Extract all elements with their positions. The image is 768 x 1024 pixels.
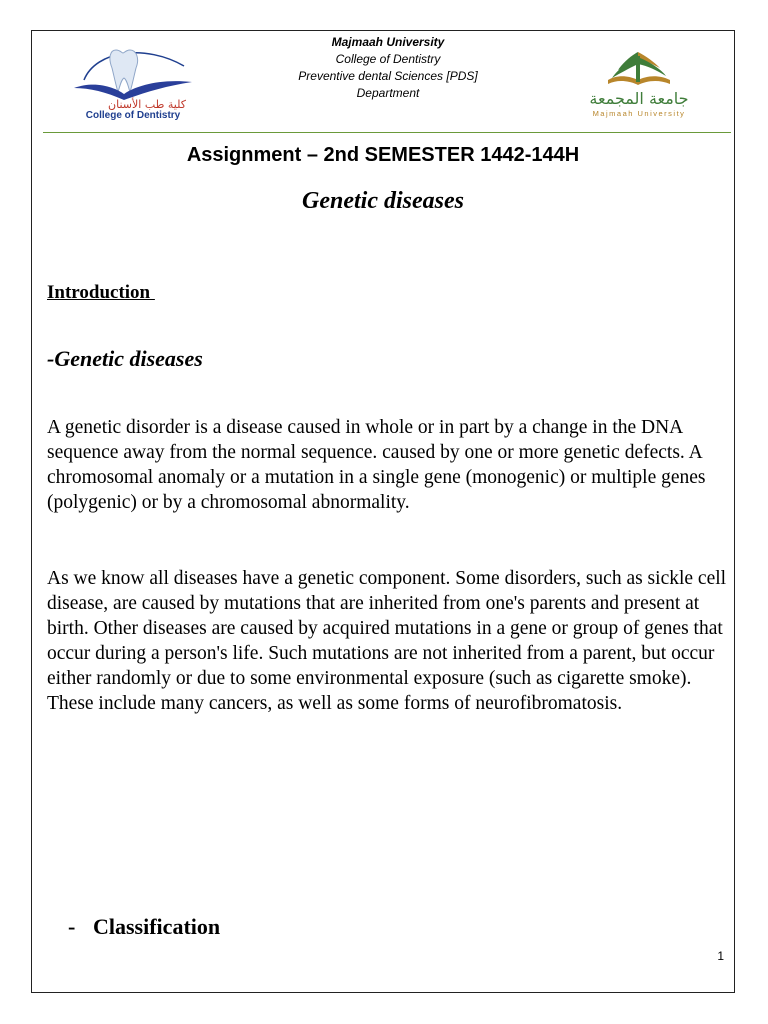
classification-heading [68,914,220,940]
college-of-dentistry-logo [66,40,200,120]
assignment-title: Assignment – 2nd SEMESTER 1442-144H [186,144,580,166]
tooth-logo-icon [66,40,200,120]
document-title: Genetic diseases [302,188,464,214]
majmaah-university-logo [578,44,700,120]
book-palm-logo-icon [578,44,700,120]
university-english-name: Majmaah University [592,109,686,118]
college-arabic-name: كلية طب الأسنان [108,98,186,111]
department-line-1: Preventive dental Sciences [PDS] [298,69,478,83]
university-name: Majmaah University [331,35,445,49]
department-line-2: Department [356,86,420,100]
university-block [258,34,518,102]
university-arabic-name: جامعة المجمعة [589,89,689,108]
genetic-diseases-subheading: -Genetic diseases [47,346,203,371]
college-name: College of Dentistry [335,52,441,66]
page-number: 1 [717,949,724,963]
list-bullet: - [68,914,76,939]
paragraph-1: A genetic disorder is a disease caused in whole or in part by a change in the DNA sequence away from the normal sequence. caused by one or more genetic defects. A chromosomal anomaly or a mutation in a single gene (monogenic) or multiple genes (polygenic) or by a chromosomal abnormality. [47,417,706,513]
header-divider [43,132,731,133]
introduction-heading: Introduction [47,282,155,303]
paragraph-2: As we know all diseases have a genetic component. Some disorders, such as sickle cell disease, are caused by mutations that are inherited from one's parents and present at birth. Other diseases are caused by acquired mutations in a gene or group of genes that occur during a person's life. Such mutations are not inherited from a parent, but occur either randomly or due to some environmental exposure (such as cigarette smoke). These include many cancers, as well as some forms of neurofibromatosis. [47,568,727,714]
college-english-name: College of Dentistry [85,110,181,120]
classification-label: Classification [93,914,221,939]
